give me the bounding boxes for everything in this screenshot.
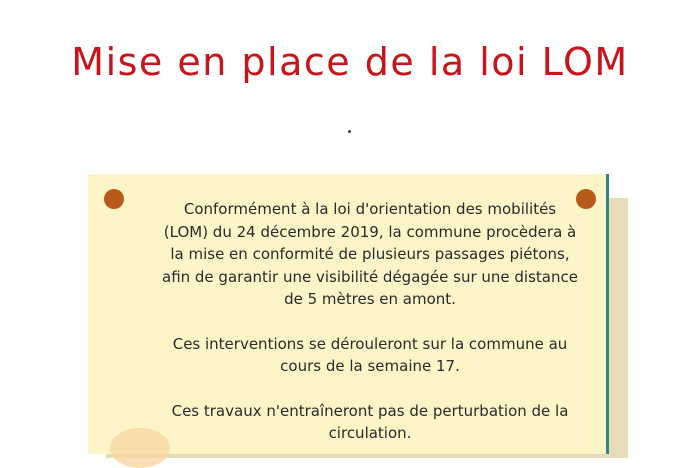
notice-paragraph: Conformément à la loi d'orientation des mobilités (LOM) du 24 décembre 2019, la commune procèdera à la mise en conformité de plusieurs passages piétons, afin de garantir une visibilité dégagée sur une distance de 5 mètres en amont. bbox=[162, 200, 578, 308]
page-title: Mise en place de la loi LOM bbox=[71, 40, 629, 84]
notice-paragraph: Ces travaux n'entraîneront pas de perturbation de la circulation. bbox=[171, 401, 569, 442]
notice-paragraph: Ces interventions se dérouleront sur la commune au cours de la semaine 17. bbox=[172, 334, 568, 375]
pin-icon bbox=[104, 189, 124, 209]
notice-text bbox=[160, 198, 580, 467]
separator-dot bbox=[348, 130, 351, 133]
